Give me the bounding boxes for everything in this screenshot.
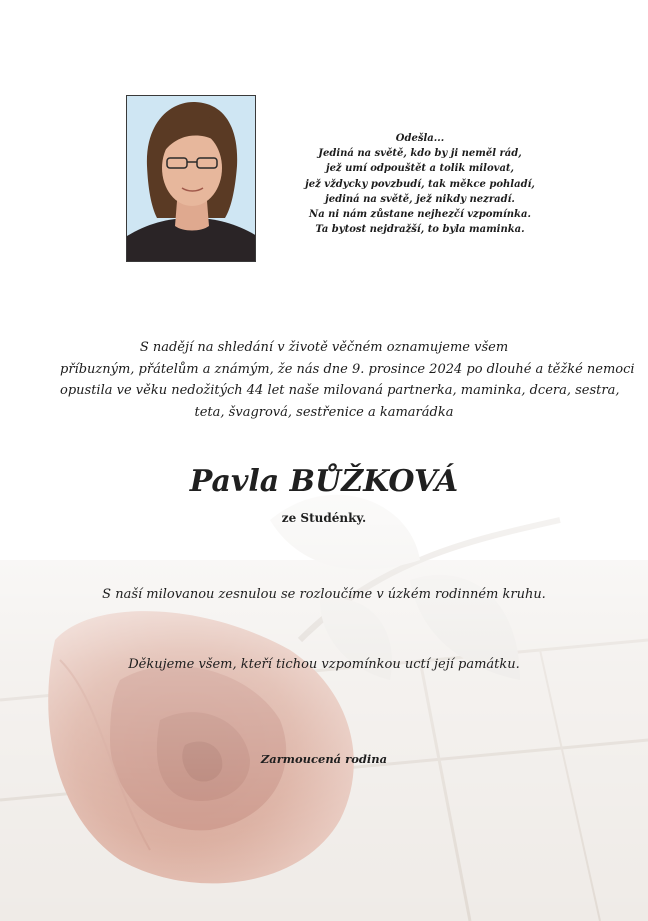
poem xyxy=(290,131,550,237)
announcement xyxy=(60,337,635,423)
announcement-line: příbuzným, přátelům a známým, že nás dne 9. prosince 2024 po dlouhé a těžké nemoci xyxy=(60,361,635,377)
announcement-line: teta, švagrová, sestřenice a kamarádka xyxy=(194,404,454,420)
announcement-line: opustila ve věku nedožitých 44 let naše milovaná partnerka, maminka, dcera, sestra, xyxy=(60,383,620,399)
deceased-name: Pavla BŮŽKOVÁ xyxy=(189,464,459,499)
poem-line: jediná na světě, jež nikdy nezradí. xyxy=(325,193,515,205)
poem-line: jež umí odpouštět a tolik milovat, xyxy=(325,163,515,175)
thanks-note: Děkujeme všem, kteří tichou vzpomínkou uctí její památku. xyxy=(128,657,520,672)
portrait-icon xyxy=(127,96,256,262)
ceremony-note: S naší milovanou zesnulou se rozloučíme v úzkém rodinném kruhu. xyxy=(102,587,546,602)
poem-line: jež vždycky povzbudí, tak měkce pohladí, xyxy=(305,178,535,190)
poem-line: Odešla... xyxy=(395,133,445,144)
poem-line: Jediná na světě, kdo by ji neměl rád, xyxy=(318,148,522,160)
deceased-origin: ze Studénky. xyxy=(281,511,367,525)
portrait-photo xyxy=(126,95,256,262)
announcement-line: S nadějí na shledání v životě věčném oznamujeme všem xyxy=(139,340,509,355)
signature: Zarmoucená rodina xyxy=(260,752,388,766)
poem-line: Na ni nám zůstane nejhezčí vzpomínka. xyxy=(309,209,531,221)
poem-line: Ta bytost nejdražší, to byla maminka. xyxy=(315,224,525,236)
